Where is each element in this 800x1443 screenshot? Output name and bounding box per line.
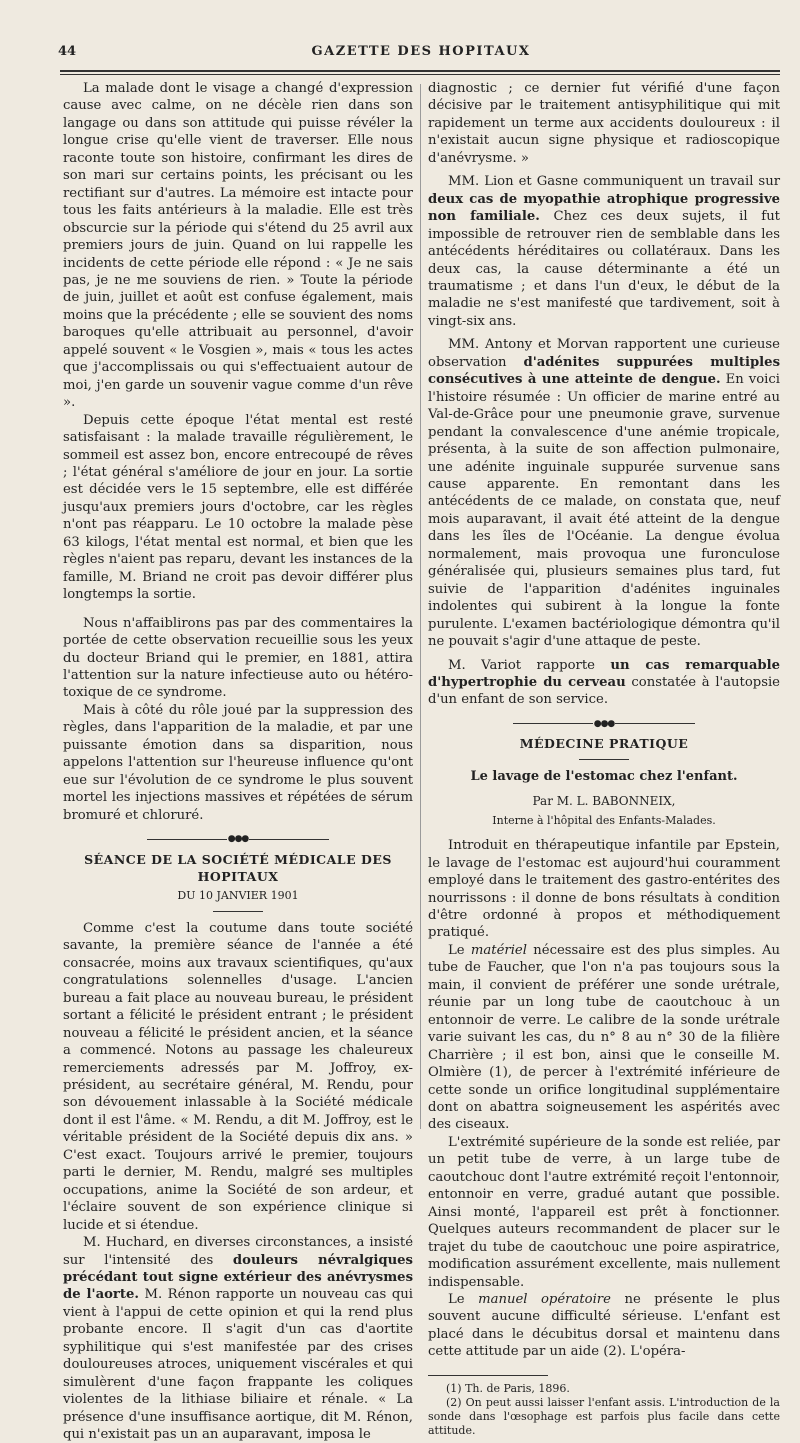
column-divider: [420, 84, 421, 1129]
paragraph: Introduit en thérapeutique infantile par Epstein, le lavage de l'estomac est aujourd'hui couramment employé dans le traitement des gastro-entérites des nourrissons : il donne de bons résultats à condition d'être ordonné à propos et méthodiquement pratiqué.: [428, 838, 780, 941]
footnote: (2) On peut aussi laisser l'enfant assis. L'introduction de la sonde dans l'œsophage est parfois plus facile dans cette attitude.: [428, 1395, 780, 1437]
header-rule-thin: [60, 74, 780, 75]
paragraph: L'extrémité supérieure de la sonde est reliée, par un petit tube de verre, à un large tube de caoutchouc dont l'autre extrémité reçoit l'entonnoir, entonnoir en verre, gradué autant que possible. Ainsi monté, l'appareil est prêt à fonctionner. Quelques auteurs recommandent de placer sur le trajet du tube de caoutchouc une poire aspiratrice, modification assurément excellente, mais nullement indispensable.: [428, 1134, 780, 1290]
journal-title: GAZETTE DES HOPITAUX: [311, 44, 531, 59]
section-separator: ●●●: [63, 834, 413, 845]
section-separator: ●●●: [428, 719, 780, 730]
short-rule: [213, 911, 263, 912]
footnote: (1) Th. de Paris, 1896.: [446, 1381, 570, 1395]
paragraph: Nous n'affaiblirons pas par des commentaires la portée de cette observation recueillie sous les yeux du docteur Briand qui le premier, en 1881, attira l'attention sur la nature infectieuse auto ou hétéro-toxique de ce syndrome.: [63, 615, 413, 701]
left-column: [63, 80, 413, 1443]
bold-topic: un cas remarquable d'hypertrophie du cerveau: [428, 657, 780, 690]
right-column: [428, 80, 780, 1438]
short-rule: [579, 759, 629, 760]
author-role: Interne à l'hôpital des Enfants-Malades.: [492, 813, 716, 827]
footnote-rule: [428, 1375, 548, 1376]
article-title: Le lavage de l'estomac chez l'enfant.: [470, 768, 738, 784]
paragraph: Le matériel nécessaire est des plus simples. Au tube de Faucher, que l'on n'a pas toujours sous la main, il convient de préférer une sonde urétrale, réunie par un long tube de caoutchouc à un entonnoir de verre. Le calibre de la sonde urétrale varie suivant les cas, du n° 8 au n° 30 de la filière Charrière ; il est bon, ainsi que le conseille M. Olmière (1), de percer à l'extrémité inférieure de cette sonde un orifice longitudinal supplémentaire dont on abattra soigneusement les aspérités avec des ciseaux.: [428, 942, 780, 1133]
italic-term: manuel opératoire: [478, 1291, 611, 1307]
bold-topic: deux cas de myopathie atrophique progressive non familiale.: [428, 191, 780, 225]
paragraph: M. Huchard, en diverses circonstances, a insisté sur l'intensité des douleurs névralgiques précédant tout signe extérieur des anévrysmes de l'aorte. M. Rénon rapporte un nouveau cas qui vient à l'appui de cette opinion et qui la rend plus probante encore. Il s'agit d'un cas d'aortite syphilitique qui s'est manifestée par des crises douloureuses atroces, uniquement viscérales et qui simulèrent d'une façon frappante les coliques violentes de la lithiase biliaire et rénale. « La présence d'une insuffisance aortique, dit M. Rénon, qui n'existait pas un an auparavant, imposa le: [63, 1235, 413, 1443]
paragraph: Comme c'est la coutume dans toute société savante, la première séance de l'année a été consacrée, moins aux travaux scientifiques, qu'aux congratulations solennelles d'usage. L'ancien bureau a fait place au nouveau bureau, le président sortant a félicité le président entrant ; le président nouveau a félicité le président ancien, et la séance a commencé. Notons au passage les chaleureux remerciements adressés par M. Joffroy, ex-président, au secrétaire général, M. Rendu, pour son dévouement inlassable à la Société médicale dont il est l'âme. « M. Rendu, a dit M. Joffroy, est le véritable président de la Société depuis dix ans. » C'est exact. Toujours arrivé le premier, toujours parti le dernier, M. Rendu, malgré ses multiples occupations, anime la Société de son ardeur, et l'éclaire souvent de son expérience clinique si lucide et si étendue.: [63, 920, 413, 1233]
italic-term: matériel: [470, 942, 527, 958]
paragraph: Le manuel opératoire ne présente le plus souvent aucune difficulté sérieuse. L'enfant est placé dans le décubitus dorsal et maintenu dans cette attitude par un aide (2). L'opéra-: [428, 1291, 780, 1360]
paragraph: M. Variot rapporte un cas remarquable d'hypertrophie du cerveau constatée à l'autopsie d'un enfant de son service.: [428, 657, 780, 708]
paragraph: Mais à côté du rôle joué par la suppression des règles, dans l'apparition de la maladie, et par une puissante émotion dans sa disparition, nous appelons l'attention sur l'heureuse influence qu'ont eue sur l'évolution de ce syndrome le plus souvent mortel les injections massives et répétées de sérum bromuré et chloruré.: [63, 702, 413, 823]
bold-topic: douleurs névralgiques précédant tout signe extérieur des anévrysmes de l'aorte.: [63, 1252, 413, 1303]
header-rule-thick: [60, 70, 780, 72]
page-number: 44: [58, 44, 77, 59]
paragraph: MM. Antony et Morvan rapportent une curieuse observation d'adénites suppurées multiples consécutives à une atteinte de dengue. En voici l'histoire résumée : Un officier de marine entré au Val-de-Grâce pour une pneumonie grave, survenue pendant la convalescence d'une anémie tropicale, présenta, à la suite de son affection pulmonaire, une adénite inguinale suppurée survenue sans cause apparente. En remontant dans les antécédents de ce malade, on constata que, neuf mois auparavant, il avait été atteint de la dengue dans les îles de l'Océanie. La dengue évolua normalement, mais provoqua une furonculose généralisée qui, plusieurs semaines plus tard, fut suivie de l'apparition d'adénites inguinales indolentes qui subirent à la longue la fonte purulente. L'examen bactériologique démontra qu'il ne pouvait s'agir d'une attaque de peste.: [428, 337, 781, 650]
section-title: SÉANCE DE LA SOCIÉTÉ MÉDICALE DES HOPITAUX: [84, 851, 392, 884]
paragraph: diagnostic ; ce dernier fut vérifié d'une façon décisive par le traitement antisyphilitique qui mit rapidement un terme aux accidents douloureux : il n'existait aucun signe physique et radioscopique d'anévrysme. »: [428, 81, 780, 166]
paragraph: MM. Lion et Gasne communiquent un travail sur deux cas de myopathie atrophique progressive non familiale. Chez ces deux sujets, il fut impossible de retrouver rien de semblable dans les antécédents héréditaires ou collatéraux. Dans les deux cas, la cause déterminante a été un traumatisme ; et dans l'un d'eux, le début de la maladie ne s'est manifesté que tardivement, soit à vingt-six ans.: [428, 174, 780, 329]
paragraph: Depuis cette époque l'état mental est resté satisfaisant : la malade travaille régulièrement, le sommeil est assez bon, encore entrecoupé de rêves ; l'état général s'améliore de jour en jour. La sortie est décidée vers le 15 septembre, elle est différée jusqu'aux premiers jours d'octobre, car les règles n'ont pas réapparu. Le 10 octobre la malade pèse 63 kilogs, l'état mental est normal, et bien que les règles n'aient pas reparu, devant les instances de la famille, M. Briand ne croit pas devoir différer plus longtemps la sortie.: [63, 412, 413, 603]
section-title: MÉDECINE PRATIQUE: [519, 736, 689, 752]
paragraph: La malade dont le visage a changé d'expression cause avec calme, on ne décèle rien dans son langage ou dans son attitude qui puisse révéler la longue crise qu'elle vient de traverser. Elle nous raconte toute son histoire, confirmant les dires de son mari sur certains points, les précisant ou les rectifiant sur d'autres. La mémoire est intacte pour tous les faits antérieurs à la maladie. Elle est très obscurcie sur la période qui s'étend du 25 avril aux premiers jours de juin. Quand on lui rappelle les incidents de cette période elle répond : « Je ne sais pas, je ne me souviens de rien. » Toute la période de juin, juillet et août est confuse également, mais moins que la précédente ; elle se souvient des noms baroques qu'elle attribuait au personnel, d'avoir appelé souvent « le Vosgien », mais « tous les actes que j'accomplissais ou qui s'effectuaient autour de moi, j'en garde un souvenir vague comme d'un rêve ».: [63, 81, 413, 411]
section-date: DU 10 JANVIER 1901: [177, 889, 299, 903]
page-header: [58, 44, 784, 64]
bold-topic: d'adénites suppurées multiples consécutives à une atteinte de dengue.: [428, 354, 780, 388]
article-author: Par M. L. BABONNEIX,: [532, 794, 676, 809]
